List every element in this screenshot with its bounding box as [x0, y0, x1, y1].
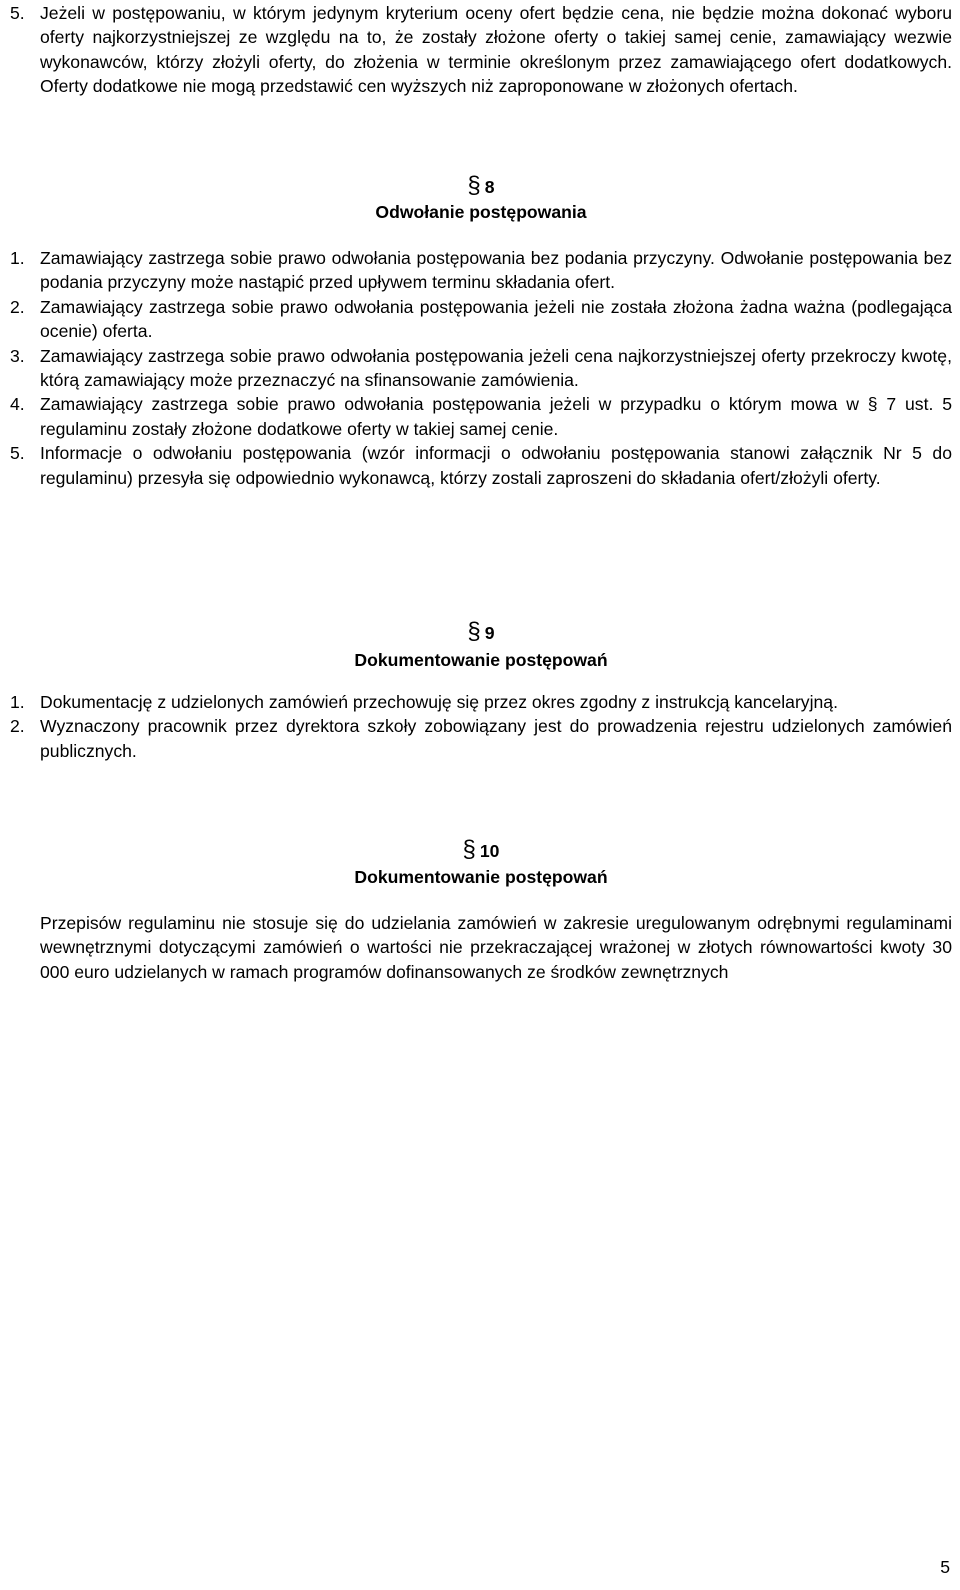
section-number: 8	[484, 177, 495, 197]
list-text: Wyznaczony pracownik przez dyrektora szkoły zobowiązany jest do prowadzenia rejestru udzielonych zamówień publicznych.	[40, 716, 952, 761]
section-number: 10	[479, 841, 500, 861]
section-8-title: Odwołanie postępowania	[375, 202, 587, 222]
section-8-number	[10, 174, 952, 199]
intro-item-5	[10, 1, 952, 99]
list-item	[10, 714, 952, 763]
list-number: 5.	[10, 443, 25, 464]
section-9-title: Dokumentowanie postępowań	[354, 650, 608, 670]
list-number: 1.	[10, 692, 25, 712]
paragraph-symbol: §	[467, 172, 481, 199]
section-10-number	[10, 838, 952, 863]
list-text: Dokumentację z udzielonych zamówień przechowuję się przez okres zgodny z instrukcją kancelaryjną.	[40, 692, 838, 712]
paragraph-symbol: §	[462, 836, 476, 863]
list-text: Zamawiający zastrzega sobie prawo odwołania postępowania jeżeli cena najkorzystniejszej oferty przekroczy kwotę, którą zamawiający może przeznaczyć na sfinansowanie zamówienia.	[40, 345, 952, 391]
section-number: 9	[484, 623, 495, 643]
list-number: 3.	[10, 345, 25, 366]
page-number: 5	[940, 1557, 950, 1577]
list-text: Jeżeli w postępowaniu, w którym jedynym kryterium oceny ofert będzie cena, nie będzie można dokonać wyboru oferty najkorzystniejszej ze względu na to, że zostały złożone oferty o takiej samej cenie, zamawiający wezwie wykonawców, którzy złożyli oferty, do złożenia w terminie określonym przez zamawiającego ofert dodatkowych. Oferty dodatkowe nie mogą przedstawić cen wyższych niż zaproponowane w złożonych ofertach.	[40, 3, 952, 97]
list-item	[10, 392, 952, 441]
list-item	[10, 441, 952, 490]
list-item	[10, 344, 952, 393]
list-item	[10, 246, 952, 295]
list-item	[10, 690, 952, 714]
list-text: Zamawiający zastrzega sobie prawo odwołania postępowania jeżeli w przypadku o którym mowa w § 7 ust. 5 regulaminu zostały złożone dodatkowe oferty w takiej samej cenie.	[40, 394, 952, 439]
section-8-list	[10, 246, 952, 490]
list-text: Zamawiający zastrzega sobie prawo odwołania postępowania jeżeli nie została złożona żadna ważna (podlegająca ocenie) oferta.	[40, 296, 952, 342]
section-10-title: Dokumentowanie postępowań	[354, 867, 608, 887]
list-text: Informacje o odwołaniu postępowania (wzór informacji o odwołaniu postępowania stanowi załącznik Nr 5 do regulaminu) przesyła się odpowiednio wykonawcą, którzy zostali zaproszeni do składania ofert/złożyli oferty.	[40, 443, 952, 488]
list-text: Zamawiający zastrzega sobie prawo odwołania postępowania bez podania przyczyny. Odwołanie postępowania bez podania przyczyny może nastąpić przed upływem terminu składania ofert.	[40, 248, 952, 293]
paragraph-symbol: §	[467, 618, 481, 645]
list-number: 2.	[10, 296, 25, 317]
list-number: 4.	[10, 394, 25, 415]
section-10-text: Przepisów regulaminu nie stosuje się do udzielania zamówień w zakresie uregulowanym odrębnymi regulaminami wewnętrznymi dotyczącymi zamówień o wartości nie przekraczającej wrażonej w złotych równowartości kwoty 30 000 euro udzielanych w ramach programów dofinansowanych ze środków zewnętrznych	[40, 913, 952, 982]
section-9-number	[10, 620, 952, 645]
list-number: 1.	[10, 248, 25, 268]
list-number: 5.	[10, 3, 25, 23]
list-item	[10, 295, 952, 344]
list-number: 2.	[10, 716, 25, 737]
section-9-list	[10, 690, 952, 763]
